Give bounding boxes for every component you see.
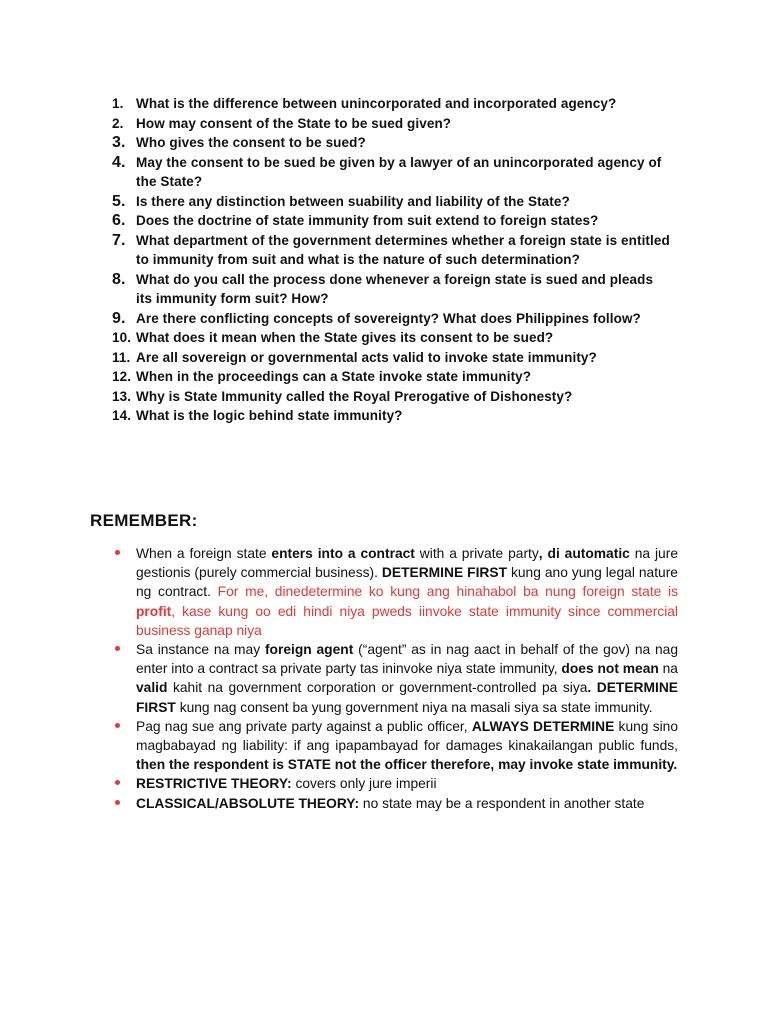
question-text: Is there any distinction between suability and liability of the State? — [136, 193, 570, 209]
question-number: 6. — [112, 212, 126, 229]
bullet-text: na — [658, 661, 678, 677]
bullet-text-bold: . DETERMINE FIRST — [136, 680, 678, 715]
question-number: 2. — [112, 115, 124, 131]
question-number: 13. — [112, 388, 132, 404]
question-text: When in the proceedings can a State invoke state immunity? — [136, 369, 532, 384]
question-item — [112, 114, 672, 134]
question-number: 14. — [112, 408, 132, 423]
question-item — [112, 153, 672, 192]
question-item — [112, 406, 672, 426]
bullet-dot-icon — [115, 723, 120, 728]
question-number: 5. — [112, 192, 126, 210]
bullet-text: kahit na government corporation or government-controlled pa siya — [167, 680, 588, 696]
question-number: 7. — [112, 231, 126, 249]
remember-heading: REMEMBER: — [90, 511, 198, 530]
question-text: Are there conflicting concepts of sovereignty? What does Philippines follow? — [136, 310, 641, 326]
question-text: What is the logic behind state immunity? — [136, 408, 403, 423]
question-number: 11. — [112, 349, 131, 365]
bullet-text-red-bold: profit — [136, 603, 172, 619]
question-item — [112, 348, 672, 368]
question-item — [112, 309, 672, 329]
question-text: Why is State Immunity called the Royal Prerogative of Dishonesty? — [136, 388, 573, 404]
question-text: Does the doctrine of state immunity from suit extend to foreign states? — [136, 213, 599, 228]
question-item — [112, 231, 672, 270]
question-item — [112, 192, 672, 212]
bullet-item — [112, 774, 678, 793]
bullet-text-bold: CLASSICAL/ABSOLUTE THEORY: — [136, 795, 360, 811]
bullet-dot-icon — [115, 646, 120, 651]
bullet-text: (“agent” as in nag aact in behalf of the gov) na nag enter into a contract sa private party tas ininvoke niya state immunity, — [136, 642, 679, 677]
question-text: What department of the government determines whether a foreign state is entitled to immunity from suit and what is the nature of such determination? — [136, 232, 670, 267]
bullet-text-bold: valid — [136, 680, 168, 696]
bullet-text: kung sino magbabayad ng liability: if ang ipapambayad for damages kinakailangan public funds, — [136, 718, 679, 754]
bullet-item — [112, 794, 678, 813]
bullet-item — [112, 717, 678, 775]
question-number: 10. — [112, 330, 132, 345]
bullet-text: Pag nag sue ang private party against a public officer, — [136, 718, 472, 734]
bullet-dot-icon — [115, 780, 120, 785]
question-item — [112, 328, 672, 348]
bullet-text-bold: then the respondent is STATE not the officer therefore, may invoke state immunity. — [136, 757, 678, 773]
bullet-text: Sa instance na may — [136, 642, 265, 658]
question-number: 4. — [112, 153, 126, 171]
remember-list — [112, 544, 678, 813]
question-item — [112, 211, 672, 231]
question-text: How may consent of the State to be sued given? — [136, 115, 452, 131]
bullet-text-bold: ALWAYS DETERMINE — [471, 718, 615, 734]
question-item — [112, 367, 672, 387]
bullet-dot-icon — [115, 550, 120, 555]
question-text: What do you call the process done whenever a foreign state is sued and pleads its immunity form suit? How? — [136, 271, 654, 306]
question-item — [112, 133, 672, 153]
bullet-item — [112, 640, 678, 717]
bullet-text: covers only jure imperii — [291, 776, 437, 792]
bullet-text-bold: DETERMINE FIRST — [381, 565, 507, 581]
bullet-text: When a foreign state — [136, 546, 272, 561]
question-number: 3. — [112, 134, 126, 151]
bullet-item — [112, 544, 678, 640]
bullet-text-bold: does not mean — [561, 661, 659, 677]
question-text: What is the difference between unincorporated and incorporated agency? — [136, 96, 617, 111]
bullet-text-bold: foreign agent — [264, 642, 354, 658]
bullet-text-red: , kase kung oo edi hindi niya pweds iinvoke state immunity since commercial business ganap niya — [136, 603, 678, 638]
question-text: Are all sovereign or governmental acts valid to invoke state immunity? — [136, 349, 597, 365]
question-text: May the consent to be sued be given by a lawyer of an unincorporated agency of the State? — [136, 154, 662, 189]
question-number: 1. — [112, 96, 124, 111]
bullet-text-bold: enters into a contract — [271, 546, 415, 561]
bullet-text-red: For me, dinedetermine ko kung ang hinahabol ba nung foreign state is — [217, 584, 678, 600]
bullet-dot-icon — [115, 800, 120, 805]
question-number: 8. — [112, 270, 126, 288]
question-number: 12. — [112, 369, 132, 384]
question-list — [112, 94, 672, 426]
bullet-text: with a private party — [414, 546, 539, 561]
bullet-text: no state may be a respondent in another state — [359, 795, 645, 811]
bullet-text-bold: , di automatic — [538, 546, 630, 561]
question-item — [112, 387, 672, 407]
bullet-text: kung nag consent ba yung government niya na masali siya sa state immunity. — [175, 699, 653, 715]
bullet-text: kung ano yung legal nature ng contract. — [136, 565, 678, 600]
bullet-text-bold: RESTRICTIVE THEORY: — [136, 776, 292, 792]
question-text: What does it mean when the State gives its consent to be sued? — [136, 330, 554, 345]
question-number: 9. — [112, 309, 126, 327]
bullet-text: na jure gestionis (purely commercial business). — [136, 546, 678, 581]
question-item — [112, 270, 672, 309]
question-item — [112, 94, 672, 114]
question-text: Who gives the consent to be sued? — [136, 135, 366, 150]
